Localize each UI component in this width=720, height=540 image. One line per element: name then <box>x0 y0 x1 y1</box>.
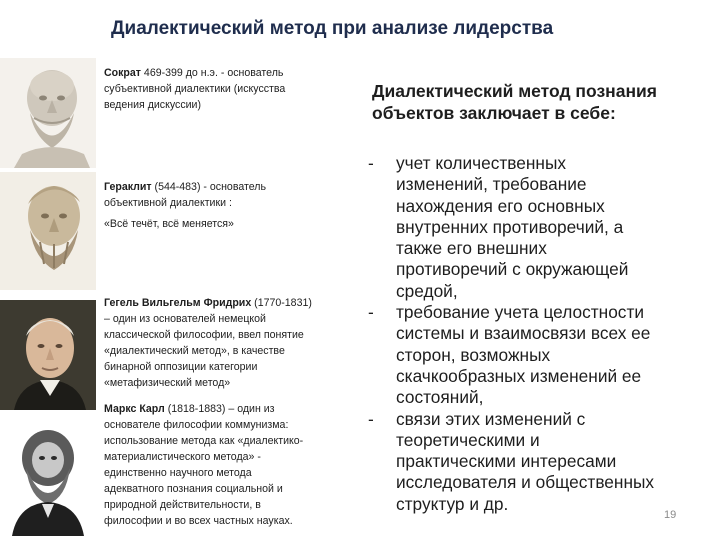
bio-line: философии и во всех частных науках. <box>104 515 293 527</box>
method-components-list <box>368 153 708 515</box>
list-item <box>368 409 708 515</box>
bio-line: бинарной оппозиции категории <box>104 361 258 373</box>
bio-line: субъективной диалектики (искусства <box>104 83 286 95</box>
list-line: нахождения его основных <box>396 195 605 216</box>
bio-line: основателе философии коммунизма: <box>104 419 289 431</box>
bio-line: объективной диалектики : <box>104 197 232 209</box>
bio-line: единственно научного метода <box>104 467 252 479</box>
list-line: также его внешних <box>396 238 547 259</box>
marx-portrait <box>0 418 96 536</box>
list-line: средой, <box>396 280 458 301</box>
list-line: практическими интересами <box>396 451 617 472</box>
list-line: изменений, требование <box>396 174 587 195</box>
bio-line: (1770-1831) <box>251 297 312 309</box>
bio-quote: «Всё течёт, всё меняется» <box>104 218 234 230</box>
list-line: учет количественных <box>396 153 567 173</box>
list-dash: - <box>368 408 374 429</box>
list-dash: - <box>368 153 374 173</box>
list-dash: - <box>368 302 374 323</box>
bio-line: 469-399 до н.э. - основатель <box>140 67 284 79</box>
heraclitus-portrait <box>0 172 96 290</box>
list-item <box>368 302 708 408</box>
bio-line: использование метода как «диалектико- <box>104 435 304 447</box>
list-line: системы и взаимосвязи всех ее <box>396 323 651 344</box>
hegel-bio <box>104 295 359 391</box>
list-line: теоретическими и <box>396 429 540 450</box>
bio-line: ведения дискуссии) <box>104 99 201 111</box>
bio-line: «диалектический метод», в качестве <box>104 345 285 357</box>
list-line: состояний, <box>396 387 484 408</box>
page-number: 19 <box>664 509 677 521</box>
method-subtitle <box>372 80 702 124</box>
list-line: внутренних противоречий, а <box>396 216 624 237</box>
list-line: сторон, возможных <box>396 344 551 365</box>
list-line: скачкообразных изменений ее <box>396 365 642 386</box>
philosopher-name: Маркс Карл <box>104 403 165 415</box>
philosopher-name: Сократ <box>104 67 141 79</box>
philosopher-name: Гераклит <box>104 181 152 193</box>
bio-line: – один из основателей немецкой <box>104 313 266 325</box>
socrates-portrait <box>0 58 96 168</box>
list-line: требование учета целостности <box>396 302 645 323</box>
bio-line: (544-483) - основатель <box>151 181 266 193</box>
socrates-bio <box>104 65 354 113</box>
heraclitus-bio <box>104 179 354 230</box>
list-line: структур и др. <box>396 493 509 514</box>
list-line: связи этих изменений с <box>396 408 586 429</box>
list-line: противоречий с окружающей <box>396 259 629 280</box>
bio-line: «метафизический метод» <box>104 377 231 389</box>
bio-line: (1818-1883) – один из <box>164 403 275 415</box>
subtitle-line: Диалектический метод познания <box>372 81 657 101</box>
bio-line: природной действительности, в <box>104 499 261 511</box>
marx-bio <box>104 401 359 529</box>
bio-line: классической философии, ввел понятие <box>104 329 304 341</box>
subtitle-line: объектов заключает в себе: <box>372 103 616 123</box>
philosopher-name: Гегель Вильгельм Фридрих <box>104 297 252 309</box>
bio-line: материалистического метода» - <box>104 451 261 463</box>
bio-line: адекватного познания социальной и <box>104 483 283 495</box>
slide-title: Диалектический метод при анализе лидерства <box>111 18 554 39</box>
hegel-portrait <box>0 300 96 410</box>
list-item <box>368 153 708 302</box>
list-line: исследователя и общественных <box>396 472 655 493</box>
